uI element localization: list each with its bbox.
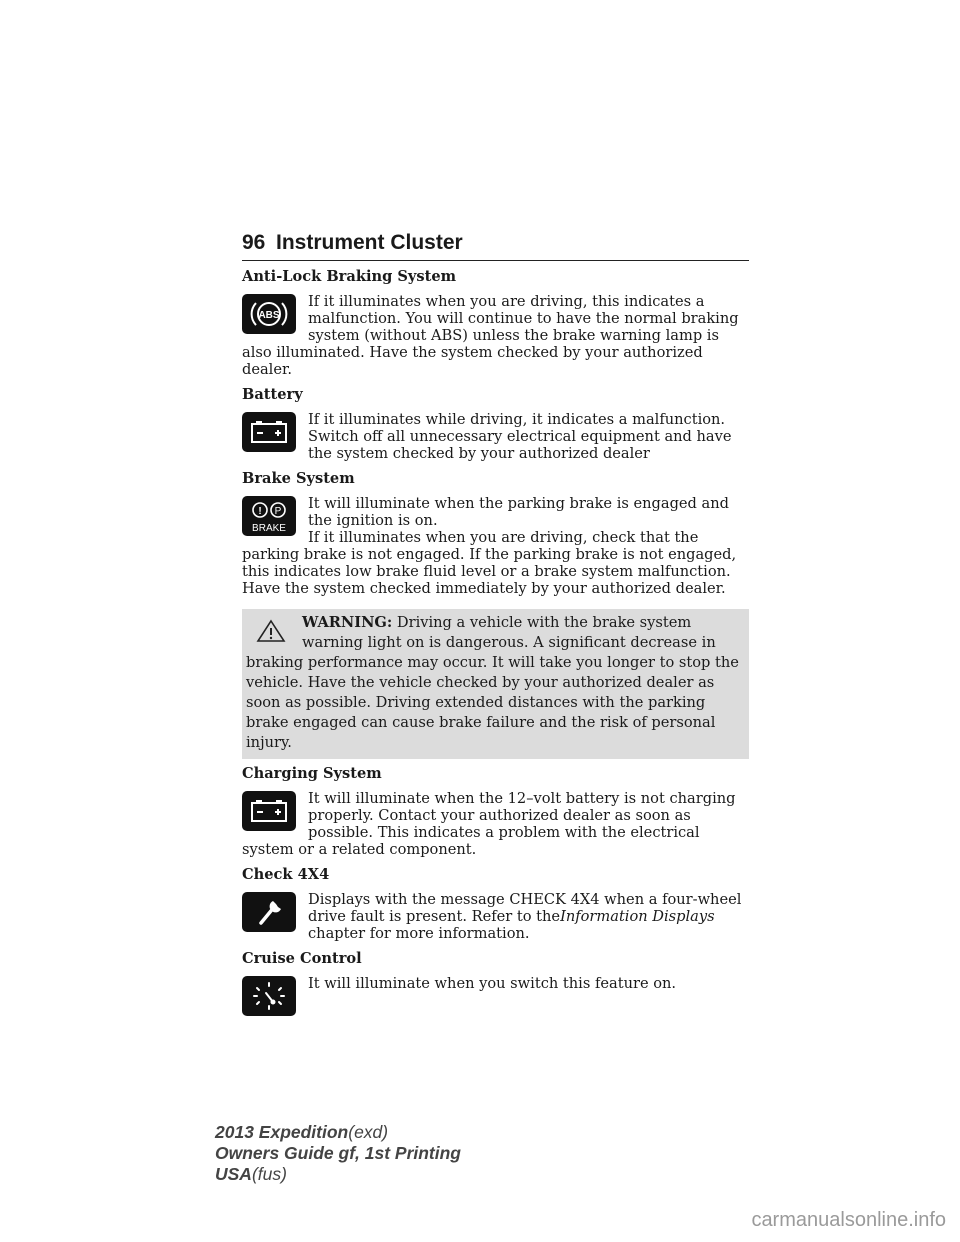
entry-battery — [242, 411, 749, 462]
check4x4-text-1: Displays with the message CHECK 4X4 when a four-wheel drive fault is present. Refer to the — [308, 891, 742, 925]
battery-icon — [242, 412, 296, 452]
chapter-title: Instrument Cluster — [276, 231, 463, 254]
brake-icon-label: BRAKE — [252, 523, 286, 534]
entry-check4x4 — [242, 891, 749, 942]
warning-box — [242, 609, 749, 759]
battery-icon — [242, 791, 296, 831]
page-content — [242, 268, 749, 1020]
entry-cruise — [242, 975, 749, 1020]
svg-text:P: P — [274, 506, 282, 517]
abs-description: If it illuminates when you are driving, this indicates a malfunction. You will continue to have the normal braking system (without ABS) unless the brake warning lamp is also illuminated. Have the system checked by your authorized dealer. — [242, 293, 739, 378]
entry-charging — [242, 790, 749, 858]
svg-text:ABS: ABS — [258, 310, 280, 321]
brake-description-1: It will illuminate when the parking brake is engaged and the ignition is on. — [308, 495, 729, 529]
footer-region: USA — [215, 1164, 252, 1184]
page-footer — [215, 1122, 461, 1185]
cruise-description: It will illuminate when you switch this feature on. — [308, 975, 677, 992]
page-header — [242, 231, 749, 261]
entry-brake — [242, 495, 749, 597]
warning-triangle-icon — [256, 619, 286, 643]
svg-text:!: ! — [258, 506, 262, 517]
section-title-check4x4: Check 4X4 — [242, 866, 330, 883]
wrench-icon — [242, 892, 296, 932]
speedometer-icon — [242, 976, 296, 1016]
charging-description: It will illuminate when the 12–volt battery is not charging properly. Contact your authorized dealer as soon as possible. This indicates a problem with the electrical system or a related component. — [242, 790, 736, 858]
section-title-battery: Battery — [242, 386, 303, 403]
section-title-cruise: Cruise Control — [242, 950, 362, 967]
abs-icon — [242, 294, 296, 334]
footer-model: 2013 Expedition — [215, 1122, 349, 1142]
page-number: 96 — [242, 231, 266, 254]
section-title-brake: Brake System — [242, 470, 355, 487]
section-title-abs: Anti-Lock Braking System — [242, 268, 457, 285]
footer-model-code: (exd) — [348, 1122, 389, 1142]
footer-guide: Owners Guide gf, 1st Printing — [215, 1143, 461, 1163]
brake-description-2: If it illuminates when you are driving, check that the parking brake is not engaged. If the parking brake is not engaged, this indicates low brake fluid level or a brake system malfunction. Have the system checked immediately by your authorized dealer. — [242, 529, 737, 597]
information-displays-link-text: Information Displays — [560, 908, 715, 925]
warning-text: Driving a vehicle with the brake system warning light on is dangerous. A significant decrease in braking performance may occur. It will take you longer to stop the vehicle. Have the vehicle checked by your authorized dealer as soon as possible. Driving extended distances with the parking brake engaged can cause brake failure and the risk of personal injury. — [246, 614, 739, 751]
battery-description: If it illuminates while driving, it indicates a malfunction. Switch off all unnecessary electrical equipment and have the system checked by your authorized dealer — [308, 411, 732, 462]
footer-region-code: (fus) — [251, 1164, 287, 1184]
check4x4-description — [242, 891, 749, 942]
entry-abs — [242, 293, 749, 378]
section-title-charging: Charging System — [242, 765, 382, 782]
brake-icon — [242, 496, 296, 536]
warning-label: WARNING: — [302, 614, 393, 631]
watermark: carmanualsonline.info — [751, 1209, 946, 1231]
check4x4-text-2: chapter for more information. — [308, 925, 530, 942]
